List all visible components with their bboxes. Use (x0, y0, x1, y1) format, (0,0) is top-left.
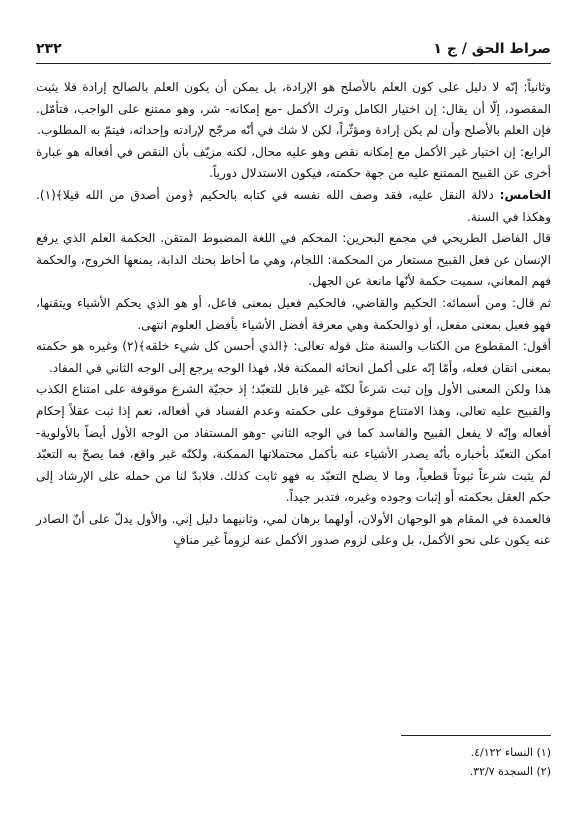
paragraph: أقول: المقطوع من الكتاب والسنة مثل قوله تعالى: ﴿الذي أحسن كل شيء خلقه﴾(٢) وغيره هو حكمته بمعنى اتقان فعله، وأمّا إنّه على أكمل انحائه الممكنة فلا، فهذا الوجه يرجع إلى الوجه الثاني في المفاد. (36, 339, 551, 375)
paragraph: ثم قال: ومن أسمائه: الحكيم والقاضي، فالحكيم فعيل بمعنى فاعل، أو هو الذي يحكم الأشياء ويتقنها، فهو فعيل بمعنى مفعل، أو ذوالحكمة وهي معرفة أفضل الأشياء بأفضل العلوم انتهى. (36, 295, 551, 332)
paragraph: وثانياً: إنّه لا دليل على كون العلم بالأصلح هو الإرادة، بل يمكن أن يكون العلم بالصالح إرادة فلا يثبت المقصود، إلّا أن يقال: إن اختيار الكامل وترك الأكمل -مع إمكانه- شر، وهو ممتنع على الواجب، فتأمّل. فإن العلم بالأصلح وأن لم يكن إرادة ومؤثّراً، لكن لا شك في أنّه مرجّح لإرادته وإحداثه، فيتمّ به المطلوب. (36, 80, 551, 138)
paragraph-lead: الخامس: (499, 187, 551, 202)
paragraph: الخامس: دلالة النقل عليه، فقد وصف الله نفسه في كتابه بالحكيم ﴿ومن أصدق من الله قيلا﴾(١). وهكذا في السنة. (36, 187, 551, 224)
header-divider (36, 63, 551, 64)
page-header (36, 38, 551, 60)
paragraph: هذا ولكن المعنى الأول وإن ثبت شرعاً لكنّه غير قابل للتعبّد؛ إذ حجيّة الشرع موقوفة على امتناع الكذب والقبيح عليه تعالى، وهذا الامتناع موقوف على حكمته وعدم الفساد في أفعاله، نعم إذا ثبت عقلاً إحكام أفعاله وإنّه لا يفعل القبيح والفاسد كما في الوجه الثاني -وهو المستفاد من الوجه الأول أيضاً بالأولوية- امكن التعبّد بأخباره بأنّه يصدر الأشياء عنه بأكمل محتملاتها الممكنة، ولكنّه غير واقع، فما يصحّ به التعبّد لم يثبت شرعاً ثبوتاً قطعياً، وما لا يصلح التعبّد به فهو ثابت كذلك. فلابدّ لنا من حمله على الإرشاد إلى حكم العقل بحكمته أو إثبات وجوده وغيره، فتدبر جيداً. (36, 382, 551, 505)
book-title: صراط الحق / ج ١ (433, 41, 551, 57)
main-text (36, 77, 551, 552)
paragraph: فالعمدة في المقام هو الوجهان الأولان، أولهما برهان لمي، وثانيهما دليل إني. والأول يدلّ على أنّ الصادر عنه يكون على نحو الأكمل، بل وعلى لزوم صدور الأكمل عنه لزوماً غير منافٍ (36, 511, 551, 548)
footnote-divider (401, 735, 551, 736)
footnotes (36, 743, 551, 781)
paragraph: قال الفاضل الطريحي في مجمع البحرين: المحكم في اللغة المضبوط المتقن. الحكمة العلم الذي يرفع الإنسان عن فعل القبيح مستعار من المحكمة: اللجام، وهي ما أحاط بحنك الدابة، يمنعها الخروج، والحكمة فهم المعاني، سميت حكمة لأنّها مانعة عن الجهل. (36, 231, 551, 289)
paragraph: الرابع: إن اختيار غير الأكمل مع إمكانه نقص وهو عليه محال، لكنه مزيّف بأن النقص في أفعاله هو عبارة أخرى عن القبيح الممتنع عليه من جهة حكمته، فيكون الاستدلال دورياً. (36, 144, 551, 181)
footnote: (٢) السجدة ٣٢/٧. (469, 765, 551, 778)
footnote: (١) النساء ٤/١٢٢. (470, 746, 551, 759)
page-number: ٢٣٢ (36, 41, 62, 57)
